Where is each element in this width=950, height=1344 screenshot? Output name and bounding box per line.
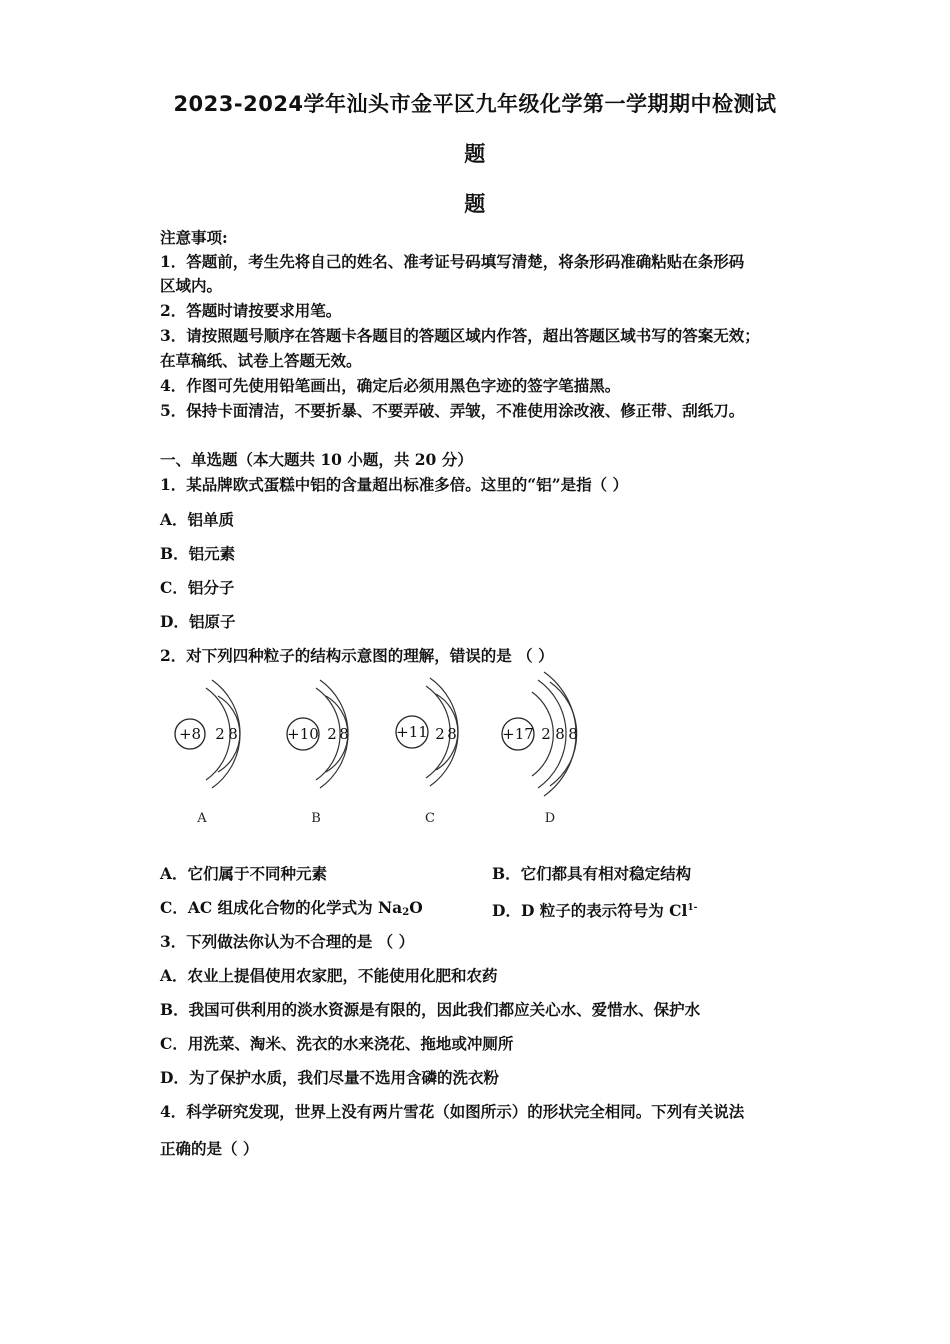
notice-item: 3．请按照题号顺序在答题卡各题目的答题区域内作答，超出答题区域书写的答案无效； [160, 326, 760, 345]
q3-option-c: C．用洗菜、淘米、洗衣的水来浇花、拖地或冲厕所 [160, 1034, 514, 1053]
q3-option-b: B．我国可供利用的淡水资源是有限的，因此我们都应关心水、爱惜水、保护水 [160, 1000, 701, 1019]
notice-item: 1．答题前，考生先将自己的姓名、准考证号码填写清楚，将条形码准确粘贴在条形码 [160, 252, 745, 271]
q2-option-d [492, 898, 697, 921]
shell-electrons: 2 [435, 725, 445, 743]
q1-option-d: D．铝原子 [160, 612, 236, 631]
shell-electrons: 2 [541, 725, 551, 743]
notice-item: 区域内。 [160, 276, 223, 295]
notice-item: 4．作图可先使用铅笔画出，确定后必须用黑色字迹的签字笔描黑。 [160, 376, 621, 395]
notice-heading: 注意事项: [160, 228, 228, 247]
atom-diagram-a [175, 680, 240, 826]
q1-option-a: A．铝单质 [160, 510, 235, 529]
atom-label: A [197, 811, 207, 826]
atom-structure-diagram [160, 670, 600, 840]
nucleus-charge: +17 [502, 725, 534, 743]
nucleus-charge: +11 [396, 723, 428, 741]
shell-electrons: 2 [327, 725, 337, 743]
q2-option-b: B．它们都具有相对稳定结构 [492, 864, 692, 883]
atom-diagram-c [396, 678, 458, 826]
atom-label: C [425, 811, 435, 826]
exam-title-line3: 题 [464, 192, 486, 216]
notice-item: 2．答题时请按要求用笔。 [160, 301, 342, 320]
q1-option-c: C．铝分子 [160, 578, 235, 597]
shell-electrons: 8 [447, 725, 457, 743]
question-4-stem-line1: 4．科学研究发现，世界上没有两片雪花（如图所示）的形状完全相同。下列有关说法 [160, 1102, 745, 1121]
q2-option-c-suffix: O [409, 898, 423, 917]
q2-option-c-subscript: 2 [402, 907, 410, 918]
shell-electrons: 2 [215, 725, 225, 743]
question-3-stem: 3．下列做法你认为不合理的是 （ ） [160, 932, 415, 951]
question-2-stem: 2．对下列四种粒子的结构示意图的理解，错误的是 （ ） [160, 646, 554, 665]
q2-option-c [160, 898, 423, 923]
q2-option-c-text: C．AC 组成化合物的化学式为 Na [160, 898, 403, 917]
shell-electrons: 8 [228, 725, 238, 743]
q3-option-d: D．为了保护水质，我们尽量不选用含磷的洗衣粉 [160, 1068, 499, 1087]
q2-option-d-superscript: 1- [687, 903, 698, 913]
atom-diagram-b [287, 680, 349, 826]
q2-option-a: A．它们属于不同种元素 [160, 864, 328, 883]
question-4-stem-line2: 正确的是（ ） [160, 1139, 259, 1158]
nucleus-charge: +10 [287, 725, 319, 743]
notice-item: 5．保持卡面清洁，不要折暴、不要弄破、弄皱，不准使用涂改液、修正带、刮纸刀。 [160, 401, 745, 420]
atom-label: D [544, 811, 556, 826]
q3-option-a: A．农业上提倡使用农家肥，不能使用化肥和农药 [160, 966, 498, 985]
notice-item: 在草稿纸、试卷上答题无效。 [160, 351, 362, 370]
shell-electrons: 8 [568, 725, 578, 743]
q1-option-b: B．铝元素 [160, 544, 236, 563]
q2-option-d-text: D．D 粒子的表示符号为 Cl [492, 901, 688, 920]
shell-electrons: 8 [555, 725, 565, 743]
section-heading: 一、单选题（本大题共 10 小题，共 20 分） [160, 450, 473, 469]
atom-label: B [311, 811, 321, 826]
exam-title-line1: 2023-2024学年汕头市金平区九年级化学第一学期期中检测试 [173, 92, 777, 116]
question-1-stem: 1．某品牌欧式蛋糕中铝的含量超出标准多倍。这里的“铝”是指（ ） [160, 475, 629, 494]
shell-electrons: 8 [339, 725, 349, 743]
nucleus-charge: +8 [178, 725, 202, 743]
exam-title-line2: 题 [464, 142, 486, 166]
atom-diagram-d [502, 672, 578, 826]
